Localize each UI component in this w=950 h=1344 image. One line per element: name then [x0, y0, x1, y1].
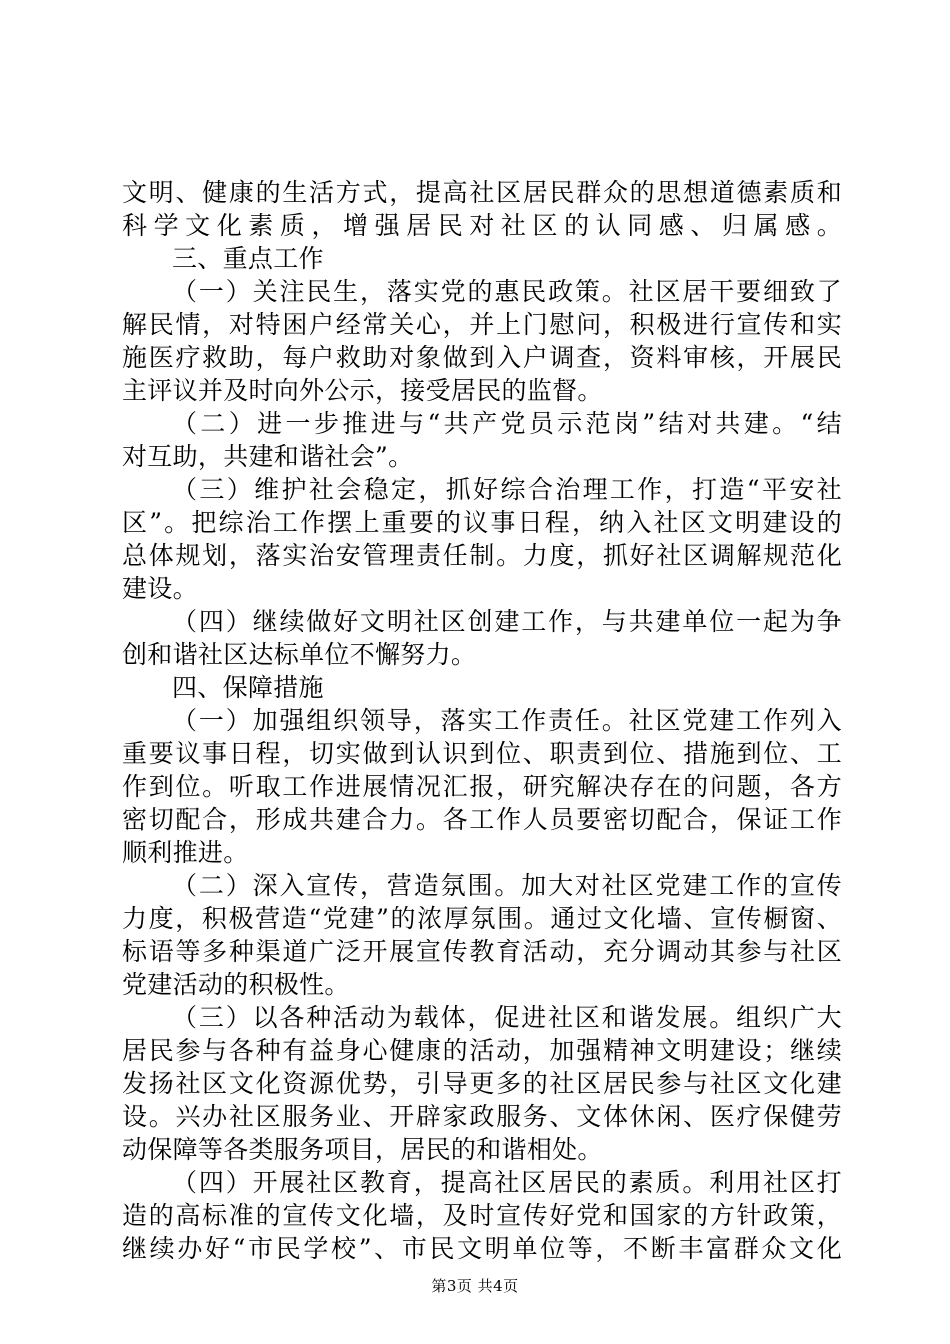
text-line: 总体规划，落实治安管理责任制。力度，抓好社区调解规范化 — [122, 541, 842, 570]
text-line: （一）关注民生，落实党的惠民政策。社区居干要细致了 — [172, 277, 842, 306]
text-line: （一）加强组织领导，落实工作责任。社区党建工作列入 — [172, 706, 842, 735]
text-line: （四）继续做好文明社区创建工作，与共建单位一起为争 — [172, 607, 842, 636]
text-line: （四）开展社区教育，提高社区居民的素质。利用社区打 — [172, 1168, 842, 1197]
text-line: 继续办好“市民学校”、市民文明单位等，不断丰富群众文化 — [122, 1234, 842, 1263]
text-line: 力度，积极营造“党建”的浓厚氛围。通过文化墙、宣传橱窗、 — [122, 904, 842, 933]
text-line: 造的高标准的宣传文化墙，及时宣传好党和国家的方针政策， — [122, 1201, 842, 1230]
text-line: 标语等多种渠道广泛开展宣传教育活动，充分调动其参与社区 — [122, 937, 842, 966]
text-line: 对互助，共建和谐社会”。 — [122, 442, 414, 471]
page-number-footer: 第3页 共4页 — [431, 1277, 519, 1295]
text-line: 顺利推进。 — [122, 838, 249, 867]
section-heading: 四、保障措施 — [172, 673, 324, 702]
text-line: 施医疗救助，每户救助对象做到入户调查，资料审核，开展民 — [122, 343, 842, 372]
section-heading: 三、重点工作 — [172, 244, 324, 273]
text-line: （二）深入宣传，营造氛围。加大对社区党建工作的宣传 — [172, 871, 842, 900]
text-line: 居民参与各种有益身心健康的活动，加强精神文明建设；继续 — [122, 1036, 842, 1065]
text-line: 发扬社区文化资源优势，引导更多的社区居民参与社区文化建 — [122, 1069, 842, 1098]
text-line: 重要议事日程，切实做到认识到位、职责到位、措施到位、工 — [122, 739, 842, 768]
text-line: 科学文化素质，增强居民对社区的认同感、归属感。 — [122, 211, 842, 240]
text-line: 主评议并及时向外公示，接受居民的监督。 — [122, 376, 603, 405]
text-line: 文明、健康的生活方式，提高社区居民群众的思想道德素质和 — [122, 178, 842, 207]
text-line: 解民情，对特困户经常关心，并上门慰问，积极进行宣传和实 — [122, 310, 842, 339]
text-line: （二）进一步推进与“共产党员示范岗”结对共建。“结 — [172, 409, 842, 438]
text-line: 设。兴办社区服务业、开辟家政服务、文体休闲、医疗保健劳 — [122, 1102, 842, 1131]
text-line: 动保障等各类服务项目，居民的和谐相处。 — [122, 1135, 603, 1164]
text-line: 创和谐社区达标单位不懈努力。 — [122, 640, 477, 669]
text-line: 作到位。听取工作进展情况汇报，研究解决存在的问题，各方 — [122, 772, 842, 801]
text-line: 密切配合，形成共建合力。各工作人员要密切配合，保证工作 — [122, 805, 842, 834]
text-line: （三）维护社会稳定，抓好综合治理工作，打造“平安社 — [172, 475, 842, 504]
text-line: （三）以各种活动为载体，促进社区和谐发展。组织广大 — [172, 1003, 842, 1032]
text-line: 建设。 — [122, 574, 198, 603]
text-line: 党建活动的积极性。 — [122, 970, 350, 999]
text-line: 区”。把综治工作摆上重要的议事日程，纳入社区文明建设的 — [122, 508, 842, 537]
